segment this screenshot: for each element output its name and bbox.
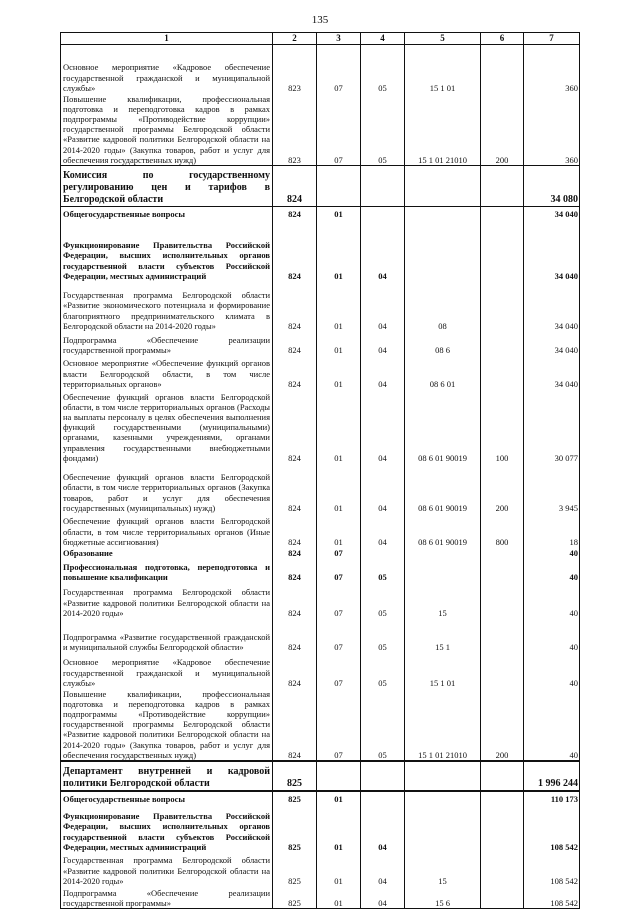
ministry-code: 824 xyxy=(273,207,317,220)
target-article-code: 08 6 01 90019 xyxy=(405,463,481,513)
table-row xyxy=(61,688,580,761)
ministry-code: 824 xyxy=(273,582,317,618)
target-article-code xyxy=(405,791,481,804)
table-row xyxy=(61,547,580,558)
expense-type-code xyxy=(481,791,524,804)
row-name: Общегосударственные вопросы xyxy=(61,791,273,804)
row-name: Обеспечение функций органов власти Белгородской области, в том числе территориальных органов (Закупка товаров, работ и услуг для обеспечения государственных (муниципальных) нужд) xyxy=(61,463,273,513)
expense-type-code xyxy=(481,761,524,791)
section-code: 01 xyxy=(317,281,361,331)
expense-type-code xyxy=(481,45,524,94)
row-name: Повышение квалификации, профессиональная подготовка и переподготовка кадров в рамках подпрограммы «Противодействие коррупции» государственной программы Белгородской области «Развитие кадровой политики Белгородской области на 2014-2020 годы» (Закупка товаров, работ и услуг для обеспечения государственных нужд) xyxy=(61,93,273,166)
table-row xyxy=(61,389,580,463)
table-row xyxy=(61,331,580,355)
expense-type-code xyxy=(481,618,524,652)
row-name: Повышение квалификации, профессиональная подготовка и переподготовка кадров в рамках подпрограммы «Противодействие коррупции» государственной программы Белгородской области «Развитие кадровой политики Белгородской области на 2014-2020 годы» (Закупка товаров, работ и услуг для обеспечения государственных нужд) xyxy=(61,688,273,761)
expense-type-code xyxy=(481,886,524,909)
section-code: 01 xyxy=(317,207,361,220)
expense-type-code: 200 xyxy=(481,93,524,166)
table-row xyxy=(61,852,580,886)
row-name: Основное мероприятие «Кадровое обеспечение государственной гражданской и муниципальной службы» xyxy=(61,45,273,94)
expense-type-code xyxy=(481,219,524,281)
ministry-code: 824 xyxy=(273,652,317,688)
table-row xyxy=(61,207,580,220)
row-name: Государственная программа Белгородской области «Развитие кадровой политики Белгородской области на 2014-2020 годы» xyxy=(61,852,273,886)
subsection-code: 05 xyxy=(361,688,405,761)
row-name: Функционирование Правительства Российской Федерации, высших исполнительных органов государственной власти субъектов Российской Федерации, местных администраций xyxy=(61,804,273,852)
row-name: Функционирование Правительства Российской Федерации, высших исполнительных органов государственной власти субъектов Российской Федерации, местных администраций xyxy=(61,219,273,281)
target-article-code xyxy=(405,166,481,207)
ministry-code: 824 xyxy=(273,688,317,761)
table-row xyxy=(61,582,580,618)
subsection-code: 04 xyxy=(361,513,405,547)
row-name: Обеспечение функций органов власти Белгородской области, в том числе территориальных органов (Иные бюджетные ассигнования) xyxy=(61,513,273,547)
subsection-code: 05 xyxy=(361,618,405,652)
budget-table-body xyxy=(61,45,580,909)
subsection-code xyxy=(361,166,405,207)
amount: 30 077 xyxy=(524,389,580,463)
section-code: 07 xyxy=(317,558,361,582)
section-code: 07 xyxy=(317,688,361,761)
table-row xyxy=(61,463,580,513)
ministry-code: 825 xyxy=(273,852,317,886)
subsection-code: 04 xyxy=(361,281,405,331)
table-row xyxy=(61,886,580,909)
amount: 34 080 xyxy=(524,166,580,207)
ministry-code: 824 xyxy=(273,219,317,281)
ministry-code: 824 xyxy=(273,355,317,389)
section-code: 07 xyxy=(317,93,361,166)
row-name: Подпрограмма «Развитие государственной гражданской и муниципальной службы Белгородской области» xyxy=(61,618,273,652)
target-article-code xyxy=(405,761,481,791)
target-article-code: 08 6 xyxy=(405,331,481,355)
column-header-1: 1 xyxy=(61,33,273,45)
amount: 34 040 xyxy=(524,355,580,389)
column-header-7: 7 xyxy=(524,33,580,45)
subsection-code: 04 xyxy=(361,355,405,389)
table-row xyxy=(61,281,580,331)
target-article-code xyxy=(405,219,481,281)
ministry-code: 825 xyxy=(273,791,317,804)
row-name: Подпрограмма «Обеспечение реализации государственной программы» xyxy=(61,886,273,909)
section-code: 07 xyxy=(317,618,361,652)
column-header-6: 6 xyxy=(481,33,524,45)
ministry-code: 824 xyxy=(273,547,317,558)
expense-type-code xyxy=(481,547,524,558)
column-header-3: 3 xyxy=(317,33,361,45)
subsection-code: 04 xyxy=(361,219,405,281)
target-article-code xyxy=(405,547,481,558)
row-name: Профессиональная подготовка, переподготовка и повышение квалификации xyxy=(61,558,273,582)
table-row xyxy=(61,513,580,547)
amount: 34 040 xyxy=(524,219,580,281)
ministry-code: 824 xyxy=(273,281,317,331)
ministry-code: 825 xyxy=(273,761,317,791)
section-code: 01 xyxy=(317,219,361,281)
expense-type-code xyxy=(481,652,524,688)
row-name: Комиссия по государственному регулированию цен и тарифов в Белгородской области xyxy=(61,166,273,207)
target-article-code: 08 6 01 90019 xyxy=(405,513,481,547)
expense-type-code: 100 xyxy=(481,389,524,463)
target-article-code: 15 xyxy=(405,852,481,886)
target-article-code: 15 1 01 xyxy=(405,652,481,688)
column-number-row xyxy=(61,33,580,45)
ministry-code: 823 xyxy=(273,45,317,94)
section-code: 01 xyxy=(317,886,361,909)
section-code: 01 xyxy=(317,791,361,804)
target-article-code: 15 1 01 xyxy=(405,45,481,94)
subsection-code: 04 xyxy=(361,852,405,886)
target-article-code: 15 xyxy=(405,582,481,618)
expense-type-code: 800 xyxy=(481,513,524,547)
table-row xyxy=(61,558,580,582)
section-code: 01 xyxy=(317,355,361,389)
row-name: Подпрограмма «Обеспечение реализации государственной программы» xyxy=(61,331,273,355)
ministry-code: 825 xyxy=(273,886,317,909)
target-article-code: 15 6 xyxy=(405,886,481,909)
section-code: 01 xyxy=(317,852,361,886)
subsection-code xyxy=(361,207,405,220)
amount: 40 xyxy=(524,618,580,652)
amount: 110 173 xyxy=(524,791,580,804)
amount: 360 xyxy=(524,93,580,166)
section-code: 01 xyxy=(317,389,361,463)
expense-type-code xyxy=(481,558,524,582)
amount: 108 542 xyxy=(524,804,580,852)
table-row xyxy=(61,618,580,652)
expense-type-code xyxy=(481,281,524,331)
table-row xyxy=(61,45,580,94)
target-article-code: 08 6 01 90019 xyxy=(405,389,481,463)
row-name: Общегосударственные вопросы xyxy=(61,207,273,220)
table-row xyxy=(61,804,580,852)
section-code: 01 xyxy=(317,513,361,547)
amount: 108 542 xyxy=(524,886,580,909)
expense-type-code xyxy=(481,166,524,207)
target-article-code xyxy=(405,207,481,220)
row-name: Государственная программа Белгородской области «Развитие экономического потенциала и формирование благоприятного предпринимательского климата в Белгородской области на 2014-2020 годы» xyxy=(61,281,273,331)
subsection-code: 04 xyxy=(361,463,405,513)
section-code xyxy=(317,761,361,791)
ministry-code: 824 xyxy=(273,463,317,513)
section-code xyxy=(317,166,361,207)
expense-type-code xyxy=(481,207,524,220)
section-code: 01 xyxy=(317,804,361,852)
ministry-code: 824 xyxy=(273,166,317,207)
row-name: Обеспечение функций органов власти Белгородской области, в том числе территориальных органов (Расходы на выплаты персоналу в целях обеспечения выполнения функций государственными (муниципальными) органами, казенными учреждениями, органами управления государственными внебюджетными фондами) xyxy=(61,389,273,463)
expense-type-code xyxy=(481,355,524,389)
subsection-code: 04 xyxy=(361,804,405,852)
amount: 3 945 xyxy=(524,463,580,513)
table-row xyxy=(61,219,580,281)
target-article-code xyxy=(405,558,481,582)
table-row xyxy=(61,166,580,207)
table-row xyxy=(61,652,580,688)
section-code: 01 xyxy=(317,463,361,513)
column-header-5: 5 xyxy=(405,33,481,45)
ministry-code: 823 xyxy=(273,93,317,166)
subsection-code: 05 xyxy=(361,45,405,94)
amount: 34 040 xyxy=(524,281,580,331)
expense-type-code xyxy=(481,852,524,886)
subsection-code: 05 xyxy=(361,582,405,618)
target-article-code: 08 6 01 xyxy=(405,355,481,389)
subsection-code: 04 xyxy=(361,389,405,463)
budget-table xyxy=(60,32,580,909)
subsection-code: 05 xyxy=(361,652,405,688)
column-header-2: 2 xyxy=(273,33,317,45)
subsection-code: 04 xyxy=(361,331,405,355)
amount: 40 xyxy=(524,582,580,618)
ministry-code: 824 xyxy=(273,389,317,463)
table-row xyxy=(61,791,580,804)
table-row xyxy=(61,761,580,791)
amount: 34 040 xyxy=(524,207,580,220)
section-code: 07 xyxy=(317,582,361,618)
target-article-code: 08 xyxy=(405,281,481,331)
section-code: 07 xyxy=(317,547,361,558)
ministry-code: 824 xyxy=(273,513,317,547)
column-header-4: 4 xyxy=(361,33,405,45)
subsection-code xyxy=(361,791,405,804)
amount: 40 xyxy=(524,652,580,688)
expense-type-code: 200 xyxy=(481,463,524,513)
target-article-code: 15 1 01 21010 xyxy=(405,93,481,166)
subsection-code xyxy=(361,761,405,791)
section-code: 07 xyxy=(317,652,361,688)
amount: 34 040 xyxy=(524,331,580,355)
row-name: Государственная программа Белгородской области «Развитие кадровой политики Белгородской области на 2014-2020 годы» xyxy=(61,582,273,618)
amount: 108 542 xyxy=(524,852,580,886)
subsection-code: 05 xyxy=(361,93,405,166)
amount: 1 996 244 xyxy=(524,761,580,791)
target-article-code: 15 1 01 21010 xyxy=(405,688,481,761)
amount: 18 xyxy=(524,513,580,547)
subsection-code: 05 xyxy=(361,558,405,582)
subsection-code xyxy=(361,547,405,558)
ministry-code: 824 xyxy=(273,618,317,652)
expense-type-code xyxy=(481,582,524,618)
target-article-code xyxy=(405,804,481,852)
expense-type-code: 200 xyxy=(481,688,524,761)
amount: 40 xyxy=(524,558,580,582)
table-row xyxy=(61,93,580,166)
table-row xyxy=(61,355,580,389)
row-name: Образование xyxy=(61,547,273,558)
ministry-code: 824 xyxy=(273,331,317,355)
section-code: 01 xyxy=(317,331,361,355)
expense-type-code xyxy=(481,331,524,355)
row-name: Департамент внутренней и кадровой политики Белгородской области xyxy=(61,761,273,791)
section-code: 07 xyxy=(317,45,361,94)
ministry-code: 825 xyxy=(273,804,317,852)
row-name: Основное мероприятие «Кадровое обеспечение государственной гражданской и муниципальной службы» xyxy=(61,652,273,688)
subsection-code: 04 xyxy=(361,886,405,909)
row-name: Основное мероприятие «Обеспечение функций органов власти Белгородской области, в том числе территориальных органов» xyxy=(61,355,273,389)
target-article-code: 15 1 xyxy=(405,618,481,652)
amount: 40 xyxy=(524,688,580,761)
amount: 40 xyxy=(524,547,580,558)
amount: 360 xyxy=(524,45,580,94)
page-number: 135 xyxy=(311,14,329,26)
ministry-code: 824 xyxy=(273,558,317,582)
expense-type-code xyxy=(481,804,524,852)
